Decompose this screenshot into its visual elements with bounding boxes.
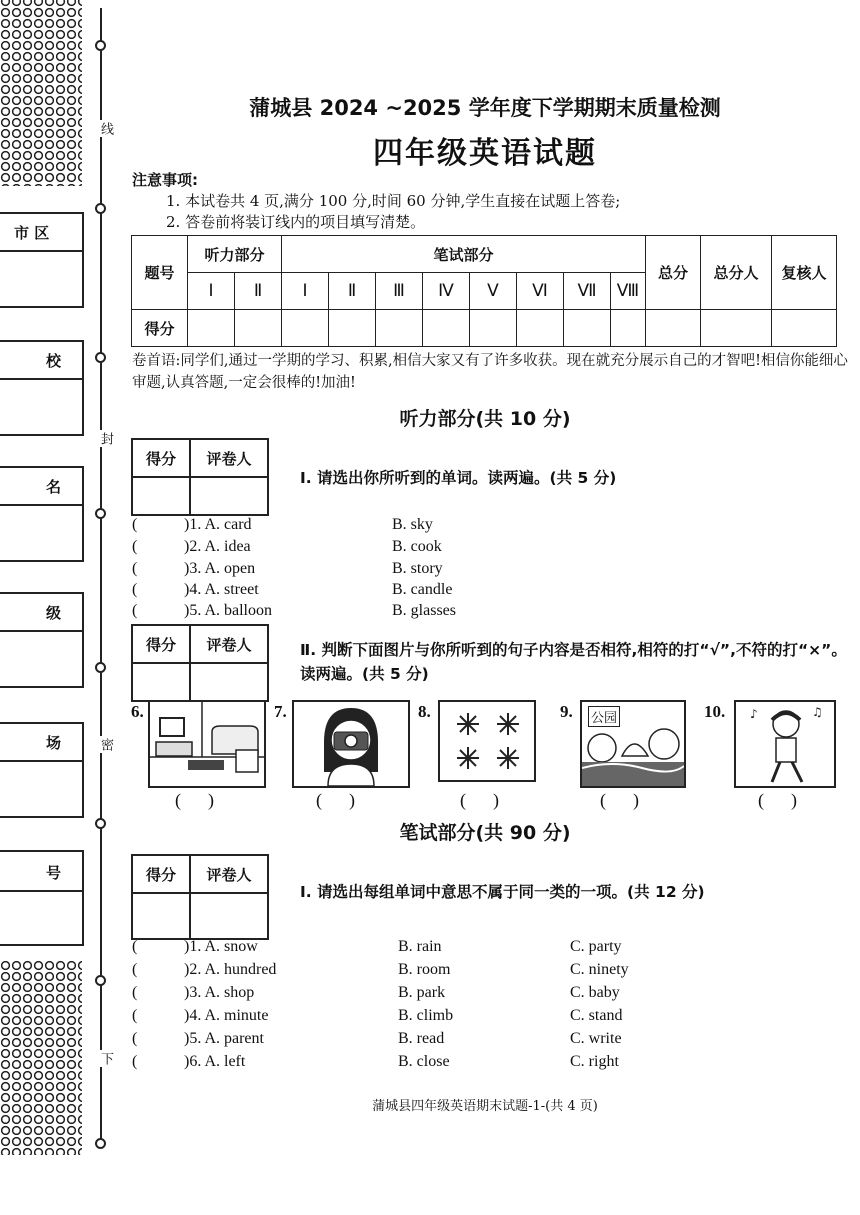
picture-number: 8. bbox=[418, 702, 431, 721]
score-cell[interactable] bbox=[376, 310, 423, 347]
score-col-writing-1: Ⅰ bbox=[282, 273, 329, 310]
score-cell[interactable] bbox=[188, 310, 235, 347]
park-picture bbox=[580, 700, 686, 788]
answer-paren[interactable]: ( ) bbox=[175, 790, 214, 810]
score-table-tihao: 题号 bbox=[132, 236, 188, 310]
grader-score-label: 得分 bbox=[132, 625, 190, 663]
writing-q1-item-b: B. room bbox=[398, 961, 451, 978]
listening-q1-item-a: )1. A. card bbox=[184, 516, 252, 533]
writing-q1-item-a: )1. A. snow bbox=[184, 938, 258, 955]
binding-hole bbox=[95, 203, 106, 214]
listening-q1-item-b: B. sky bbox=[392, 516, 433, 533]
field-divider bbox=[0, 250, 82, 252]
grader-person-cell[interactable] bbox=[190, 477, 268, 515]
score-table bbox=[131, 235, 837, 347]
boy-singing-picture bbox=[734, 700, 836, 788]
writing-section-title: 笔试部分(共 90 分) bbox=[399, 822, 571, 844]
score-cell[interactable] bbox=[235, 310, 282, 347]
field-divider bbox=[0, 630, 82, 632]
listening-q1-item-b: B. glasses bbox=[392, 602, 456, 619]
svg-text:♫: ♫ bbox=[812, 705, 823, 719]
score-col-writing-7: Ⅶ bbox=[564, 273, 611, 310]
score-table-writing: 笔试部分 bbox=[282, 236, 646, 273]
writing-q1-item-b: B. rain bbox=[398, 938, 442, 955]
score-table-row-score: 得分 bbox=[132, 310, 188, 347]
picture-number: 9. bbox=[560, 702, 573, 721]
intro-text: 卷首语:同学们,通过一学期的学习、积累,相信大家又有了许多收获。现在就充分展示自己的才智吧!相信你能细心审题,认真答题,一定会很棒的!加油! bbox=[132, 353, 848, 391]
writing-q1-item-a: )2. A. hundred bbox=[184, 961, 277, 978]
listening-q1-item-a: )5. A. balloon bbox=[184, 602, 272, 619]
binding-hole bbox=[95, 662, 106, 673]
writing-q1-item-a: )4. A. minute bbox=[184, 1007, 269, 1024]
grader-score-cell[interactable] bbox=[132, 893, 190, 939]
score-cell[interactable] bbox=[646, 310, 701, 347]
field-label-city: 市 区 bbox=[14, 224, 50, 242]
binding-hole bbox=[95, 975, 106, 986]
listening-q1-item-a: )2. A. idea bbox=[184, 538, 251, 555]
listening-q1-item-b: B. story bbox=[392, 560, 443, 577]
notice-heading: 注意事项: bbox=[132, 171, 198, 189]
grader-score-label: 得分 bbox=[132, 439, 190, 477]
grader-box bbox=[131, 438, 269, 516]
score-cell[interactable] bbox=[470, 310, 517, 347]
answer-paren[interactable]: ( bbox=[132, 1053, 138, 1070]
answer-paren[interactable]: ( bbox=[132, 1007, 138, 1024]
score-col-writing-2: Ⅱ bbox=[329, 273, 376, 310]
field-box-name[interactable] bbox=[0, 466, 84, 562]
field-label-exam-room: 场 bbox=[46, 734, 62, 752]
binding-dot-pattern-bottom bbox=[0, 960, 82, 1155]
binding-hole bbox=[95, 40, 106, 51]
grader-score-label: 得分 bbox=[132, 855, 190, 893]
writing-q1-item-c: C. stand bbox=[570, 1007, 623, 1024]
listening-section-title: 听力部分(共 10 分) bbox=[399, 408, 571, 430]
exam-title: 蒲城县 2024 ~2025 学年度下学期期末质量检测 bbox=[249, 96, 721, 120]
grader-person-label: 评卷人 bbox=[190, 439, 268, 477]
score-col-writing-8: Ⅷ bbox=[611, 273, 646, 310]
binding-word-seal: 封 bbox=[98, 432, 113, 445]
score-cell[interactable] bbox=[517, 310, 564, 347]
writing-q1-item-b: B. climb bbox=[398, 1007, 454, 1024]
writing-q1-title: Ⅰ. 请选出每组单词中意思不属于同一类的一项。(共 12 分) bbox=[300, 883, 705, 901]
answer-paren[interactable]: ( bbox=[132, 560, 138, 577]
answer-paren[interactable]: ( bbox=[132, 538, 138, 555]
field-divider bbox=[0, 378, 82, 380]
grader-person-label: 评卷人 bbox=[190, 855, 268, 893]
notice-item: 1. 本试卷共 4 页,满分 100 分,时间 60 分钟,学生直接在试题上答卷; bbox=[166, 192, 621, 210]
answer-paren[interactable]: ( ) bbox=[758, 790, 797, 810]
score-col-listening-2: Ⅱ bbox=[235, 273, 282, 310]
grader-score-cell[interactable] bbox=[132, 663, 190, 701]
answer-paren[interactable]: ( ) bbox=[316, 790, 355, 810]
notice-block bbox=[132, 170, 620, 233]
score-cell[interactable] bbox=[611, 310, 646, 347]
picture-number: 6. bbox=[131, 702, 144, 721]
score-col-writing-6: Ⅵ bbox=[517, 273, 564, 310]
score-cell[interactable] bbox=[772, 310, 837, 347]
writing-q1-item-c: C. ninety bbox=[570, 961, 629, 978]
binding-hole bbox=[95, 508, 106, 519]
answer-paren[interactable]: ( bbox=[132, 938, 138, 955]
writing-q1-item-c: C. baby bbox=[570, 984, 620, 1001]
field-box-exam-room[interactable] bbox=[0, 722, 84, 818]
score-table-listening: 听力部分 bbox=[188, 236, 282, 273]
snowflake-picture bbox=[438, 700, 536, 782]
field-box-grade[interactable] bbox=[0, 592, 84, 688]
writing-q1-item-a: )6. A. left bbox=[184, 1053, 246, 1070]
answer-paren[interactable]: ( bbox=[132, 602, 138, 619]
girl-camera-picture bbox=[292, 700, 410, 788]
binding-word-secret: 密 bbox=[98, 738, 113, 751]
grader-person-cell[interactable] bbox=[190, 663, 268, 701]
answer-paren[interactable]: ( bbox=[132, 961, 138, 978]
page-footer: 蒲城县四年级英语期末试题-1-(共 4 页) bbox=[372, 1099, 598, 1114]
score-cell[interactable] bbox=[701, 310, 772, 347]
writing-q1-item-a: )3. A. shop bbox=[184, 984, 255, 1001]
binding-word-line: 线 bbox=[98, 122, 113, 135]
field-divider bbox=[0, 890, 82, 892]
binding-hole bbox=[95, 352, 106, 363]
writing-q1-item-a: )5. A. parent bbox=[184, 1030, 264, 1047]
listening-q1-item-a: )3. A. open bbox=[184, 560, 256, 577]
field-divider bbox=[0, 760, 82, 762]
grader-box bbox=[131, 624, 269, 702]
field-box-seat-number[interactable] bbox=[0, 850, 84, 946]
notice-item: 2. 答卷前将装订线内的项目填写清楚。 bbox=[166, 213, 426, 231]
field-label-name: 名 bbox=[46, 478, 62, 496]
living-room-picture bbox=[148, 700, 266, 788]
grader-score-cell[interactable] bbox=[132, 477, 190, 515]
answer-paren[interactable]: ( bbox=[132, 581, 138, 598]
listening-q1-item-b: B. candle bbox=[392, 581, 453, 598]
picture-number: 10. bbox=[704, 702, 726, 721]
park-label: 公园 bbox=[588, 706, 620, 727]
listening-q1-item-b: B. cook bbox=[392, 538, 442, 555]
score-table-total: 总分 bbox=[646, 236, 701, 310]
score-table-total-person: 总分人 bbox=[701, 236, 772, 310]
answer-paren[interactable]: ( ) bbox=[460, 790, 499, 810]
binding-hole bbox=[95, 1138, 106, 1149]
answer-paren[interactable]: ( bbox=[132, 516, 138, 533]
score-cell[interactable] bbox=[564, 310, 611, 347]
score-col-listening-1: Ⅰ bbox=[188, 273, 235, 310]
writing-q1-item-c: C. right bbox=[570, 1053, 619, 1070]
writing-q1-item-c: C. party bbox=[570, 938, 622, 955]
field-label-grade: 级 bbox=[46, 604, 62, 622]
score-cell[interactable] bbox=[423, 310, 470, 347]
answer-paren[interactable]: ( bbox=[132, 984, 138, 1001]
writing-q1-item-b: B. read bbox=[398, 1030, 445, 1047]
listening-q1-title: Ⅰ. 请选出你所听到的单词。读两遍。(共 5 分) bbox=[300, 469, 617, 487]
field-divider bbox=[0, 504, 82, 506]
picture-number: 7. bbox=[274, 702, 287, 721]
answer-paren[interactable]: ( bbox=[132, 1030, 138, 1047]
score-table-reviewer: 复核人 bbox=[772, 236, 837, 310]
score-cell[interactable] bbox=[329, 310, 376, 347]
listening-q1-item-a: )4. A. street bbox=[184, 581, 259, 598]
field-label-school: 校 bbox=[46, 352, 62, 370]
score-cell[interactable] bbox=[282, 310, 329, 347]
score-col-writing-3: Ⅲ bbox=[376, 273, 423, 310]
answer-paren[interactable]: ( ) bbox=[600, 790, 639, 810]
writing-q1-item-b: B. close bbox=[398, 1053, 450, 1070]
field-label-seat-number: 号 bbox=[46, 864, 62, 882]
score-col-writing-4: Ⅳ bbox=[423, 273, 470, 310]
writing-q1-item-b: B. park bbox=[398, 984, 446, 1001]
writing-q1-item-c: C. write bbox=[570, 1030, 622, 1047]
svg-text:♪: ♪ bbox=[750, 707, 758, 721]
listening-q2-title: Ⅱ. 判断下面图片与你所听到的句子内容是否相符,相符的打“√”,不符的打“×”。读两遍。(共 5 分) bbox=[300, 641, 847, 683]
score-col-writing-5: Ⅴ bbox=[470, 273, 517, 310]
grader-person-label: 评卷人 bbox=[190, 625, 268, 663]
binding-word-below: 下 bbox=[98, 1052, 113, 1065]
exam-subtitle: 四年级英语试题 bbox=[373, 136, 597, 171]
grader-box bbox=[131, 854, 269, 940]
grader-person-cell[interactable] bbox=[190, 893, 268, 939]
